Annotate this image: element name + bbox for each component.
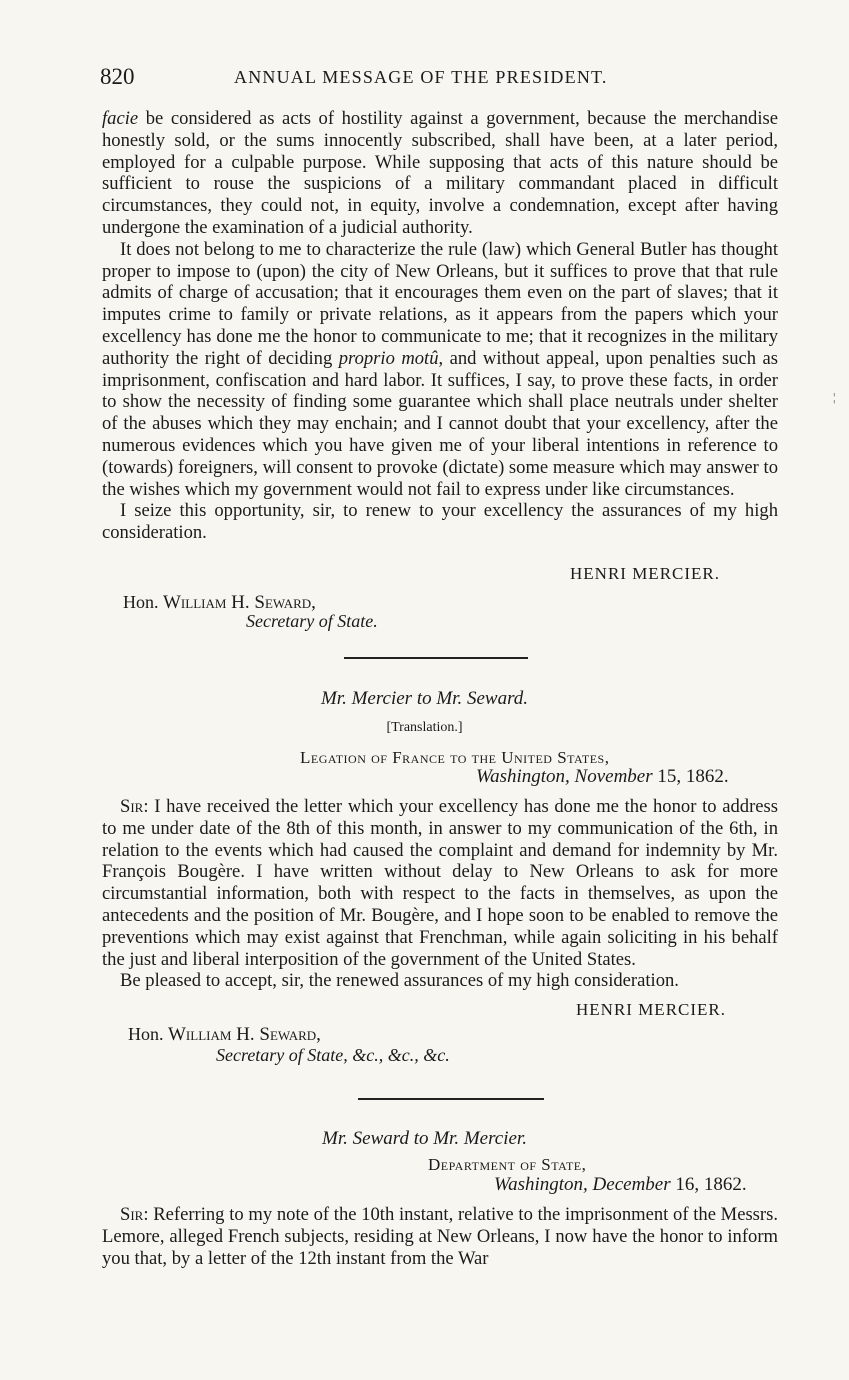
letter1-addressee-title: Secretary of State. bbox=[246, 611, 378, 631]
dateline-day-year: 16, 1862. bbox=[670, 1174, 747, 1195]
letter3-dateline bbox=[494, 1174, 747, 1196]
letter2-addressee bbox=[128, 1024, 321, 1046]
letter1-paragraph: facie be considered as acts of hostility against a government, because the merchandise honestly sold, or the sums innocently subscribed, shall have been, at a later period, employed for a culpable purpose. While supposing that acts of this nature should be sufficient to rouse the suspicions of a military commandant placed in difficult circumstances, they could not, in equity, involve a condemnation, except after having undergone the examination of a judicial authority. bbox=[102, 108, 778, 238]
section-divider bbox=[358, 1098, 544, 1100]
dateline-place: Washington, bbox=[494, 1174, 593, 1195]
letter2-heading: Mr. Mercier to Mr. Seward. bbox=[320, 688, 529, 709]
letter3-body bbox=[102, 1204, 778, 1269]
running-header bbox=[100, 64, 760, 94]
letter1-body bbox=[102, 108, 778, 544]
addressee-prefix: Hon. bbox=[123, 592, 163, 612]
letter1-signature: HENRI MERCIER. bbox=[570, 564, 720, 583]
letter3-sender: Department of State, bbox=[428, 1155, 587, 1174]
addressee-name: William H. Seward, bbox=[163, 592, 316, 613]
letter2-sender: Legation of France to the United States, bbox=[300, 748, 610, 767]
dateline-month: November bbox=[574, 766, 653, 787]
letter2-body bbox=[102, 796, 778, 992]
letter2-paragraph: Be pleased to accept, sir, the renewed assurances of my high consideration. bbox=[120, 970, 679, 992]
section-divider bbox=[344, 657, 528, 659]
page-number: 820 bbox=[100, 64, 135, 89]
letter3-heading: Mr. Seward to Mr. Mercier. bbox=[322, 1128, 527, 1149]
letter1-paragraph: It does not belong to me to characterize the rule (law) which General Butler has thought proper to impose to (upon) the city of New Orleans, but it suffices to prove that that rule admits of charge of accusation; that it encourages them even on the part of slaves; that it imputes crime to family or private relations, as it appears from the papers which your excellency has done me the honor to communicate to me; that it recognizes in the military authority the right of deciding proprio motû, and without appeal, upon penalties such as imprisonment, confiscation and hard labor. It suffices, I say, to prove these facts, in order to show the necessity of finding some guarantee which shall place neutrals under shelter of the abuses which they may enchain; and I cannot doubt that your excellency, after the numerous evidences which you have given me of your liberal intentions in reference to (towards) foreigners, will consent to provoke (dictate) some measure which may answer to the wishes which my government would not fail to express under like circumstances. bbox=[102, 238, 778, 500]
addressee-prefix: Hon. bbox=[128, 1024, 168, 1044]
dateline-place: Washington, bbox=[476, 766, 575, 787]
running-title: ANNUAL MESSAGE OF THE PRESIDENT. bbox=[234, 67, 608, 87]
letter2-dateline bbox=[476, 766, 729, 788]
margin-mark: ¦ bbox=[833, 390, 836, 404]
letter3-paragraph: Sir: Referring to my note of the 10th instant, relative to the imprisonment of the Messrs. Lemore, alleged French subjects, residing at New Orleans, I now have the honor to inform you that, by a letter of the 12th instant from the War bbox=[102, 1204, 778, 1269]
letter2-signature: HENRI MERCIER. bbox=[576, 1000, 726, 1019]
dateline-day-year: 15, 1862. bbox=[652, 766, 729, 787]
letter1-paragraph: I seize this opportunity, sir, to renew to your excellency the assurances of my high consideration. bbox=[102, 500, 778, 544]
addressee-name: William H. Seward, bbox=[168, 1024, 321, 1045]
letter2-addressee-title: Secretary of State, &c., &c., &c. bbox=[216, 1045, 450, 1065]
translation-note: [Translation.] bbox=[386, 720, 463, 735]
dateline-month: December bbox=[592, 1174, 671, 1195]
letter2-paragraph: Sir: I have received the letter which your excellency has done me the honor to address to me under date of the 8th of this month, in answer to my communication of the 6th, in relation to the events which had caused the complaint and demand for indemnity by Mr. François Bougère. I have written without delay to New Orleans to ask for more circumstantial information, both with respect to the facts in themselves, as upon the antecedents and the position of Mr. Bougère, and I hope soon to be enabled to remove the preventions which may exist against that Frenchman, while again soliciting in his behalf the just and liberal interposition of the government of the United States. bbox=[102, 796, 778, 970]
